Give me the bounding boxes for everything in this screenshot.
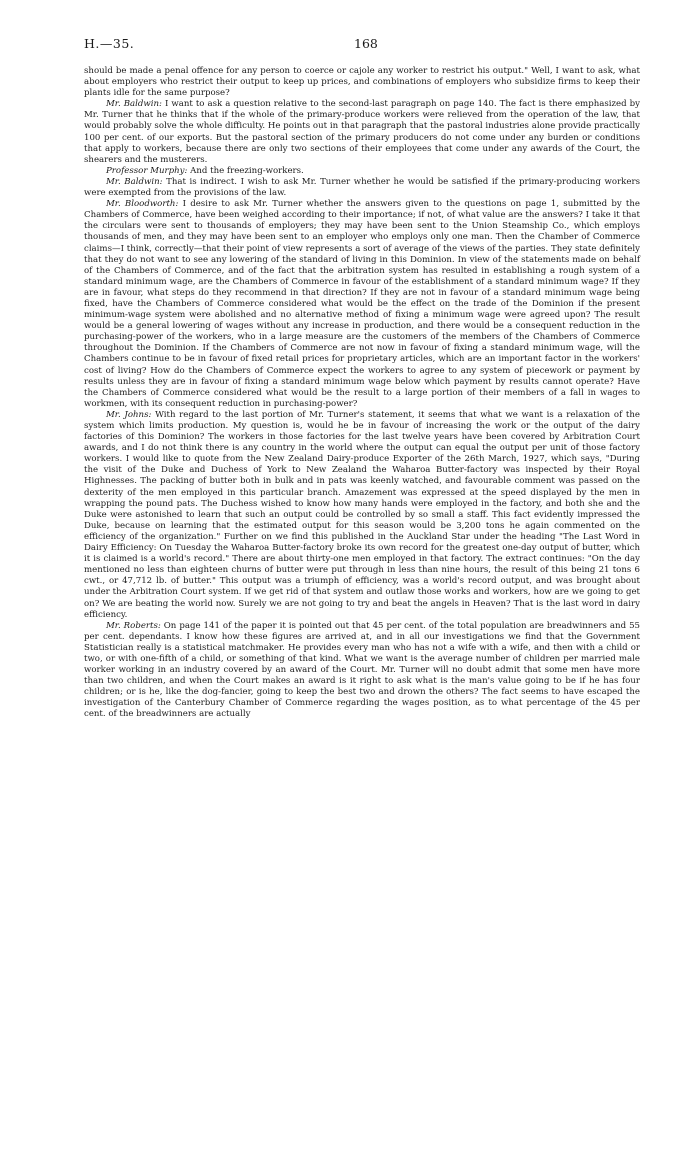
speaker-name: Professor Murphy: bbox=[106, 165, 188, 176]
paragraph-bloodworth bbox=[84, 199, 640, 410]
body-text bbox=[84, 66, 640, 721]
paragraph-text: On page 141 of the paper it is pointed out that 45 per cent. of the total population are breadwinners and 55 per cent. dependants. I know how these figures are arrived at, and in all our investigations we find that the Government Statistician really is a statistical matchmaker. He provides every man who has not a wife with a wife, and then with a child or two, or with one-fifth of a child, or something of that kind. What we want is the average number of children per married male worker working in an industry covered by an award of the Court. Mr. Turner will no doubt admit that some men have more than two children, and when the Court makes an award is it right to ask what is the man's value going to be if he has four children; or is he, like the dog-fancier, going to keep the best two and drown the others? The fact seems to have escaped the investigation of the Canterbury Chamber of Commerce regarding the wages position, as to what percentage of the 45 per cent. of the breadwinners are actually bbox=[84, 620, 641, 720]
paragraph-text: should be made a penal offence for any person to coerce or cajole any worker to restrict his output." Well, I want to ask, what about employers who restrict their output to keep up prices, and combinations of employers who subsidize firms to keep their plants idle for the same purpose? bbox=[84, 66, 640, 99]
paragraph-text: That is indirect. I wish to ask Mr. Turner whether he would be satisfied if the primary-producing workers were exempted from the provisions of the law. bbox=[84, 176, 640, 199]
paragraph-murphy bbox=[84, 166, 640, 177]
page-number: 168 bbox=[354, 36, 378, 51]
paragraph-roberts bbox=[84, 621, 640, 721]
paragraph-text: I want to ask a question relative to the second-last paragraph on page 140. The fact is there emphasized by Mr. Turner that he thinks that if the whole of the primary-produce workers were relieved from the operation of the law, that would probably solve the whole difficulty. He points out in that paragraph that the pastoral industries alone provide practically 100 per cent. of our exports. But the pastoral section of the primary producers do not come under any burden or conditions that apply to workers, because there are only two sections of their employees that come under any awards of the Court, the shearers and the musterers. bbox=[84, 99, 641, 165]
speaker-name: Mr. Baldwin: bbox=[106, 99, 162, 110]
speaker-name: Mr. Baldwin: bbox=[106, 176, 163, 187]
paragraph-baldwin-2 bbox=[84, 177, 640, 199]
paragraph-text: And the freezing-workers. bbox=[190, 165, 304, 176]
speaker-name: Mr. Bloodworth: bbox=[106, 199, 179, 210]
paragraph-johns bbox=[84, 410, 640, 621]
speaker-name: Mr. Roberts: bbox=[106, 620, 161, 631]
paragraph-baldwin-1 bbox=[84, 99, 640, 166]
speaker-name: Mr. Johns: bbox=[106, 409, 152, 420]
document-reference: H.—35. bbox=[84, 36, 135, 51]
paragraph-text: With regard to the last portion of Mr. Turner's statement, it seems that what we want is a relaxation of the system which limits production. My question is, would he be in favour of increasing the work or the output of the dairy factories of this Dominion? The workers in those factories for the last twelve years have been covered by Arbitration Court awards, and I do not think there is any country in the world where the output can equal the output per unit of those factory workers. I would like to quote from the New Zealand Dairy-produce Exporter of the 26th March, 1927, which says, "During the visit of the Duke and Duchess of York to New Zealand the Waharoa Butter-factory was inspected by their Royal Highnesses. The packing of butter both in bulk and in pats was keenly watched, and favourable comment was passed on the dexterity of the men employed in this particular branch. Amazement was expressed at the speed displayed by the men in wrapping the pound pats. The Duchess wished to know how many hands were employed in the factory, and both she and the Duke were astonished to learn that such an output could be controlled by so small a staff. This fact evidently impressed the Duke, because on learning that the estimated output for this season would be 3,200 tons he again commented on the efficiency of the organization." Further on we find this published in the Auckland Star under the heading "The Last Word in Dairy Efficiency: On Tuesday the Waharoa Butter-factory broke its own record for the greatest one-day output of butter, which it is claimed is a world's record." There are about thirty-one men employed in that factory. The extract continues: "On the day mentioned no less than eighteen churns of butter were put through in less than nine hours, the result of this being 21 tons 6 cwt., or 47,712 lb. of butter." This output was a triumph of efficiency, was a world's record output, and was brought about under the Arbitration Court system. If we get rid of that system and outlaw those works and workers, how are we going to get on? We are beating the world now. Surely we are not going to try and beat the angels in Heaven? That is the last word in dairy efficiency. bbox=[84, 409, 640, 620]
page-header bbox=[84, 36, 640, 54]
paragraph-continuation bbox=[84, 66, 640, 99]
paragraph-text: I desire to ask Mr. Turner whether the answers given to the questions on page 1, submitted by the Chambers of Commerce, have been weighed according to their importance; if not, of what value are the answers? I take it that the circulars were sent to thousands of employers; they may have been sent to the Union Steamship Co., which employs thousands of men, and they may have been sent to an employer who employs only one man. Then the Chamber of Commerce claims—I think, correctly—that their point of view represents a sort of average of the views of the parties. They state definitely that they do not want to see any lowering of the standard of living in this Dominion. In view of the statements made on behalf of the Chambers of Commerce, and of the fact that the arbitration system has resulted in establishing a rough system of a standard minimum wage, are the Chambers of Commerce in favour of the establishment of a standard minimum wage? If they are in favour, what steps do they recommend in that direction? If they are not in favour of a standard minimum wage being fixed, have the Chambers of Commerce considered what would be the effect on the trade of the Dominion if the present minimum-wage system were abolished and no alternative method of fixing a minimum wage were agreed upon? The result would be a general lowering of wages without any increase in production, and there would be a consequent reduction in the purchasing-power of the workers, who in a large measure are the customers of the members of the Chambers of Commerce throughout the Dominion. If the Chambers of Commerce are not now in favour of fixing a standard minimum wage, will the Chambers continue to be in favour of fixed retail prices for proprietary articles, which are an important factor in the workers' cost of living? How do the Chambers of Commerce expect the workers to agree to any system of piecework or payment by results unless they are in favour of fixing a standard minimum wage below which payment by results cannot operate? Have the Chambers of Commerce considered what would be the result to a large portion of their members of a fall in wages to workmen, with its consequent reduction in purchasing-power? bbox=[84, 199, 640, 409]
